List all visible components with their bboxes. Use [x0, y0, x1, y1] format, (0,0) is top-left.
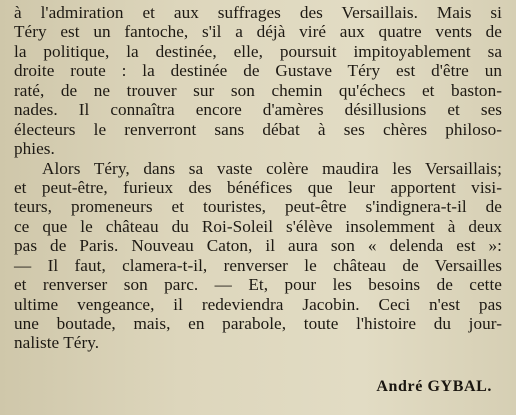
text-line: — Il faut, clamera-t-il, renverser le château de Versailles — [14, 255, 502, 275]
text-line: ce que le château du Roi-Soleil s'élève insolemment à deux — [14, 216, 502, 236]
text-line: droite route : la destinée de Gustave Téry est d'être un — [14, 61, 502, 81]
text-line: à l'admiration et aux suffrages des Versaillais. Mais si — [14, 3, 502, 22]
paragraph-first-line: Alors Téry, dans sa vaste colère maudira les Versaillais; — [42, 158, 502, 178]
text-line: et renverser son parc. — Et, pour les besoins de cette — [14, 275, 502, 295]
text-line: naliste Téry. — [14, 333, 100, 353]
text-line: Téry est un fantoche, s'il a déjà viré aux quatre vents de — [14, 22, 502, 42]
text-line: ultime vengeance, il redeviendra Jacobin. Ceci n'est pas — [14, 294, 502, 314]
text-line: une boutade, mais, en parabole, toute l'histoire du jour- — [14, 314, 502, 333]
text-line: et peut-être, furieux des bénéfices que leur apportent visi- — [14, 177, 502, 197]
text-line: pas de Paris. Nouveau Caton, il aura son « delenda est »: — [14, 236, 502, 256]
text-line: la politique, la destinée, elle, poursuit impitoyablement sa — [14, 41, 502, 61]
text-line: électeurs le renverront sans débat à ses chères philoso- — [14, 119, 502, 139]
article-body — [14, 3, 502, 353]
text-line: nades. Il connaîtra encore d'amères désillusions et ses — [14, 100, 502, 120]
text-line: raté, de ne trouver sur son chemin qu'échecs et baston- — [14, 80, 502, 100]
author-signature: André GYBAL. — [376, 378, 492, 395]
text-line: teurs, promeneurs et touristes, peut-être s'indignera-t-il de — [14, 197, 502, 217]
text-line: phies. — [14, 139, 55, 159]
